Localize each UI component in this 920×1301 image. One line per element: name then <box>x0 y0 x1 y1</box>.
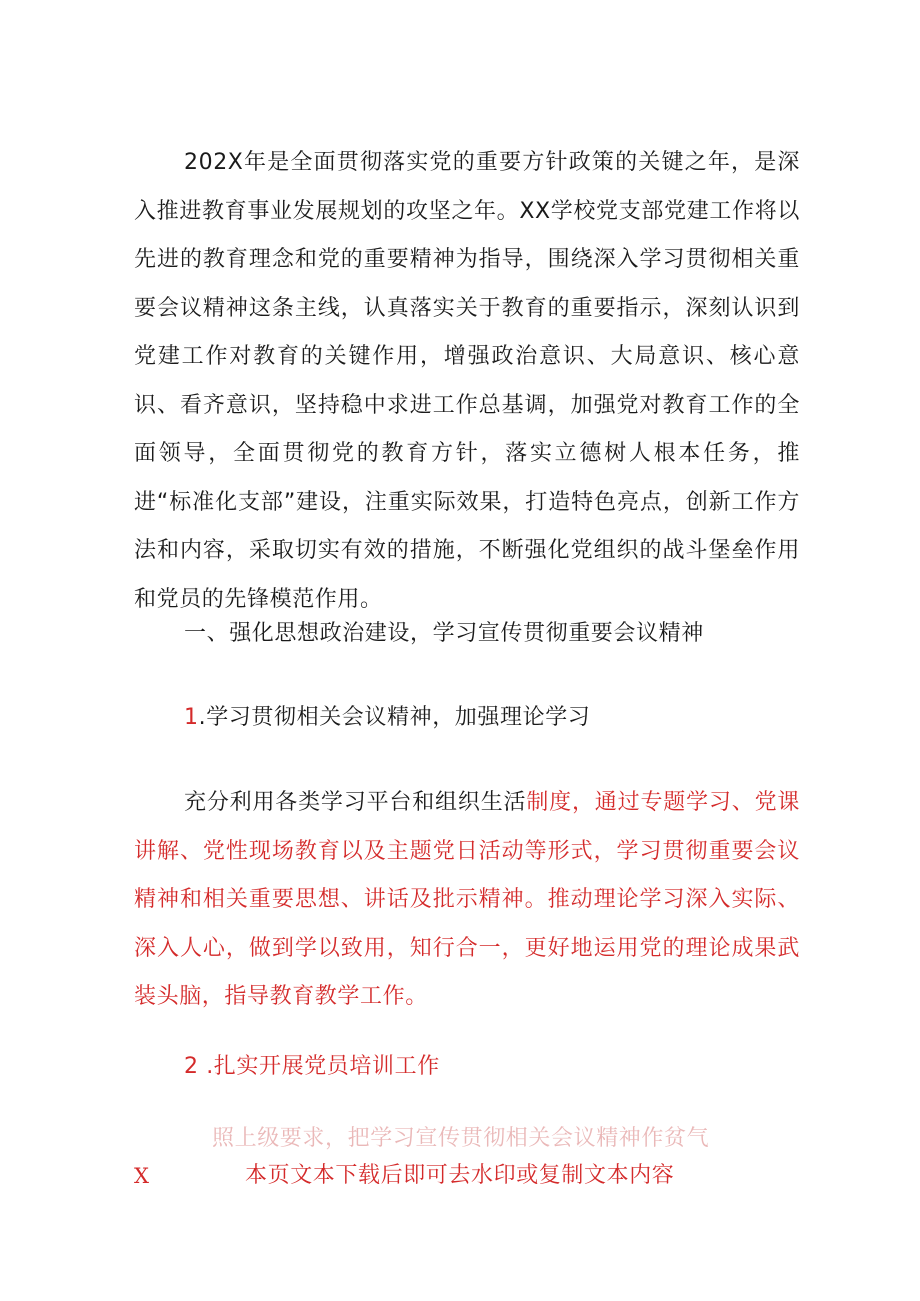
item-1-paragraph-plain: 充分利用各类学习平台和组织生活 <box>184 790 527 815</box>
watermark-x-mark: X <box>134 1164 149 1188</box>
section-heading: 一、强化思想政治建设，学习宣传贯彻重要会议精神 <box>184 621 704 646</box>
item-2-number: 2 <box>184 1054 199 1079</box>
item-1-paragraph-highlighted: 制度，通过专题学习、党课讲解、党性现场教育以及主题党日活动等形式，学习贯彻重要会议精神和相关重要思想、讲话及批示精神。推动理论学习深入实际、深入人心，做到学以致用，知行合一，更好地运用党的理论成果武装头脑，指导教育教学工作。 <box>134 790 800 1009</box>
intro-paragraph: 202X年是全面贯彻落实党的重要方针政策的关键之年，是深入推进教育事业发展规划的攻坚之年。XX学校党支部党建工作将以先进的教育理念和党的重要精神为指导，围绕深入学习贯彻相关重要会议精神这条主线，认真落实关于教育的重要指示，深刻认识到党建工作对教育的关键作用，增强政治意识、大局意识、核心意识、看齐意识，坚持稳中求进工作总基调，加强党对教育工作的全面领导，全面贯彻党的教育方针，落实立德树人根本任务，推进“标准化支部”建设，注重实际效果，打造特色亮点，创新工作方法和内容，采取切实有效的措施，不断强化党组织的战斗堡垒作用和党员的先锋模范作用。 <box>134 150 800 612</box>
item-1-paragraph <box>134 779 800 1022</box>
item-1-number: 1 <box>184 705 199 730</box>
item-1-heading <box>184 703 590 733</box>
item-2-heading <box>184 1052 440 1082</box>
watermark-notice: 本页文本下载后即可去水印或复制文本内容 <box>245 1163 675 1188</box>
item-2-title: .扎实开展党员培训工作 <box>206 1054 440 1079</box>
faded-paragraph-line: 照上级要求，把学习宣传贯彻相关会议精神作贫气 <box>212 1126 710 1151</box>
item-1-title: .学习贯彻相关会议精神，加强理论学习 <box>198 705 591 730</box>
